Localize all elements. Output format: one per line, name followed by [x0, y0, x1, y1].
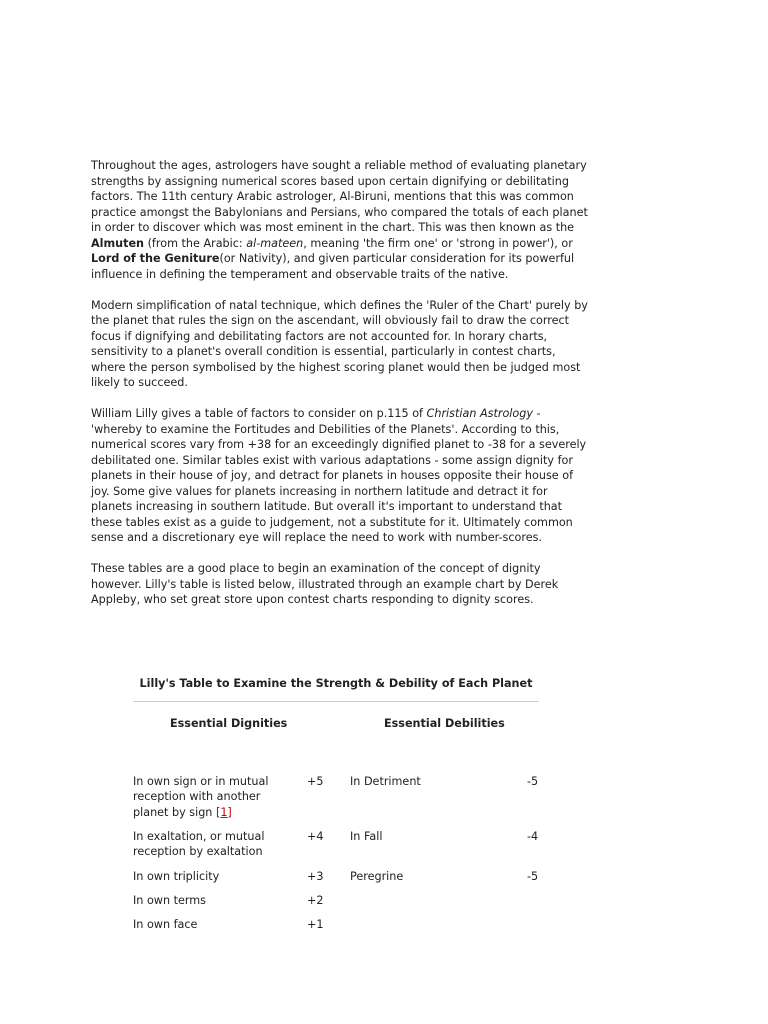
debility-cell: Peregrine [350, 869, 404, 883]
text-run: (or Nativity), and given particular consideration for its powerful influence in defining the temperament and observable traits of the native. [91, 252, 575, 281]
debility-score: -5 [527, 869, 539, 883]
text-run: Throughout the ages, astrologers have sought a reliable method of evaluating planetary strengths by assigning numerical scores based upon certain dignifying or debilitating factors. The 11th century Arabic astrologer, Al-Biruni, mentions that this was common practice amongst the Babylonians and Persians, who compared the totals of each planet in order to discover which was most eminent in the chart. This was then known as the [91, 159, 588, 234]
dignity-score: +2 [307, 893, 324, 907]
paragraph-modern: Modern simplification of natal technique, which defines the 'Ruler of the Chart' purely by the planet that rules the sign on the ascendant, will obviously fail to draw the correct focus if dignifying and debilitating factors are not accounted for. In horary charts, sensitivity to a planet's overall condition is essential, particularly in contest charts, where the person symbolised by the highest scoring planet would then be judged most likely to succeed. [91, 298, 588, 389]
table-row [133, 774, 543, 829]
debility-score: -4 [527, 829, 539, 843]
article-body [91, 158, 591, 623]
table-body [133, 774, 543, 941]
table-row [133, 893, 543, 917]
text-run: (from the Arabic: [144, 236, 247, 250]
table-header-row [133, 702, 543, 744]
table-row [133, 829, 543, 869]
paragraph-intro [91, 158, 591, 282]
term-al-mateen: al-mateen [246, 236, 304, 250]
text-run: , meaning 'the firm one' or 'strong in power'), or [303, 236, 573, 250]
dignity-score: +1 [307, 917, 324, 931]
dignity-cell: In own terms [133, 893, 206, 907]
debility-cell: In Fall [350, 829, 383, 843]
book-title: Christian Astrology [426, 407, 533, 420]
dignity-text: In own sign or in mutual reception with another planet by sign [133, 774, 269, 819]
paragraph-lilly [91, 406, 591, 546]
dignity-cell: In own face [133, 917, 198, 931]
footnote-link[interactable]: [1] [215, 805, 232, 819]
dignity-cell: In own triplicity [133, 869, 220, 883]
dignity-score: +3 [307, 869, 324, 883]
table-row [133, 869, 543, 893]
dignity-cell: In exaltation, or mutual reception by exaltation [133, 829, 265, 858]
term-lord-of-geniture: Lord of the Geniture [91, 252, 220, 265]
debility-cell: In Detriment [350, 774, 421, 788]
paragraph-tables: These tables are a good place to begin an examination of the concept of dignity however. Lilly's table is listed below, illustrated through an example chart by Derek Appleby, who set great store upon contest charts responding to dignity scores. [91, 562, 559, 606]
text-run: William Lilly gives a table of factors to consider on p.115 of [91, 407, 427, 420]
header-essential-dignities: Essential Dignities [170, 716, 288, 730]
dignity-table [133, 676, 543, 941]
table-row [133, 917, 543, 941]
debility-score: -5 [527, 774, 539, 788]
text-run: - 'whereby to examine the Fortitudes and Debilities of the Planets'. According to this, numerical scores vary from +38 for an exceedingly dignified planet to -38 for a severely debilitated one. Similar tables exist with various adaptations - some assign dignity for planets in their house of joy, and detract for planets in houses opposite their house of joy. Some give values for planets increasing in northern latitude and detract it for planets increasing in southern latitude. But overall it's important to understand that these tables exist as a guide to judgement, not a substitute for it. Ultimately common sense and a discretionary eye will replace the need to work with number-scores. [91, 407, 587, 544]
term-almuten: Almuten [91, 236, 145, 250]
header-essential-debilities: Essential Debilities [384, 716, 505, 730]
table-title: Lilly's Table to Examine the Strength & Debility of Each Planet [133, 676, 539, 702]
dignity-cell [133, 774, 298, 821]
dignity-score: +5 [307, 774, 324, 788]
dignity-score: +4 [307, 829, 324, 843]
